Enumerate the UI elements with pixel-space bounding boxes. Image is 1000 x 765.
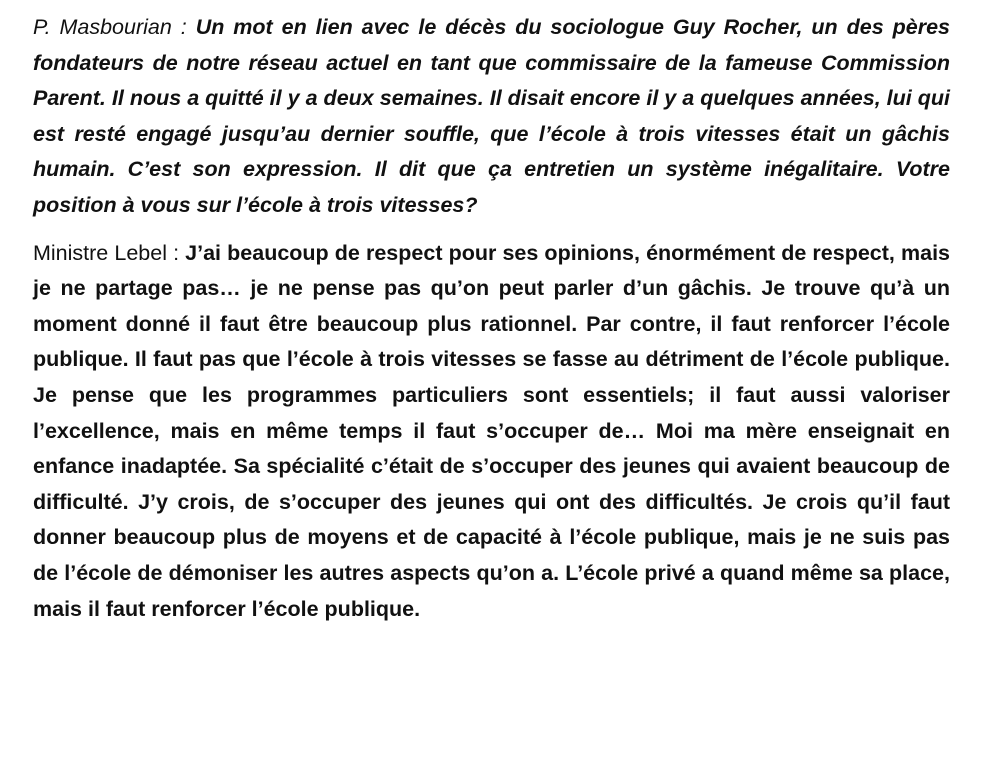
- transcript-document: [33, 10, 950, 639]
- minister-name: Ministre Lebel :: [33, 240, 186, 265]
- answer-paragraph: [33, 236, 950, 628]
- question-paragraph: [33, 10, 950, 224]
- interviewer-name: P. Masbourian :: [33, 15, 196, 39]
- answer-text: J’ai beaucoup de respect pour ses opinions, énormément de respect, mais je ne partage pas… je ne pense pas qu’on peut parler d’un gâchis. Je trouve qu’à un moment donné il faut être beaucoup plus rationnel. Par contre, il faut renforcer l’école publique. Il faut pas que l’école à trois vitesses se fasse au détriment de l’école publique. Je pense que les programmes particuliers sont essentiels; il faut aussi valoriser l’excellence, mais en même temps il faut s’occuper de… Moi ma mère enseignait en enfance inadaptée. Sa spécialité c’était de s’occuper des jeunes qui avaient beaucoup de difficulté. J’y crois, de s’occuper des jeunes qui ont des difficultés. Je crois qu’il faut donner beaucoup plus de moyens et de capacité à l’école publique, mais je ne suis pas de l’école de démoniser les autres aspects qu’on a. L’école privé a quand même sa place, mais il faut renforcer l’école publique.: [33, 240, 950, 621]
- question-text: Un mot en lien avec le décès du sociologue Guy Rocher, un des pères fondateurs de notre réseau actuel en tant que commissaire de la fameuse Commission Parent. Il nous a quitté il y a deux semaines. Il disait encore il y a quelques années, lui qui est resté engagé jusqu’au dernier souffle, que l’école à trois vitesses était un gâchis humain. C’est son expression. Il dit que ça entretien un système inégalitaire. Votre position à vous sur l’école à trois vitesses?: [33, 15, 950, 217]
